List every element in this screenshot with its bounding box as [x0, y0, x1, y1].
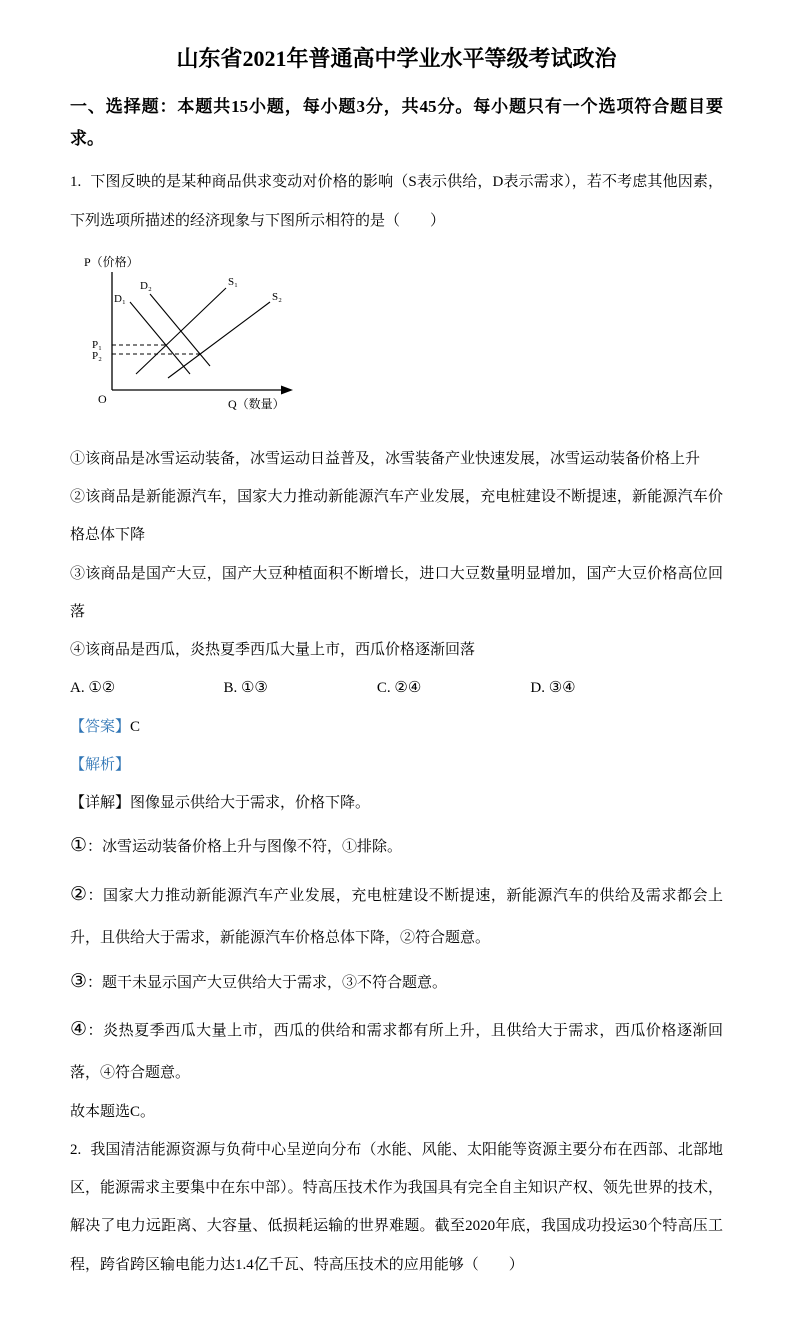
choice-b: B. ①③: [223, 680, 268, 697]
point-1-marker: ①: [70, 835, 88, 857]
explanation-point-1: [70, 822, 723, 870]
supply-demand-chart-container: [78, 252, 723, 414]
question-2-number: 2.: [70, 1141, 82, 1158]
option-statement-3: ③该商品是国产大豆，国产大豆种植面积不断增长，进口大豆数量明显增加，国产大豆价格高位回落: [70, 565, 723, 620]
detail-intro-line: [70, 784, 723, 822]
answer-choices-row: [70, 669, 684, 707]
choice-c: C. ②④: [376, 680, 422, 697]
curve-label-d2: D₂: [140, 279, 152, 292]
price-label-p2: P₂: [92, 349, 102, 362]
question-1-options: [70, 440, 723, 670]
point-3-text: ：题干未显示国产大豆供给大于需求，③不符合题意。: [87, 974, 448, 991]
x-axis-label: Q（数量）: [228, 396, 285, 411]
option-statement-1: ①该商品是冰雪运动装备，冰雪运动日益普及，冰雪装备产业快速发展，冰雪运动装备价格上升: [70, 450, 701, 467]
point-2-marker: ②: [70, 883, 88, 905]
point-3-marker: ③: [70, 970, 88, 992]
question-2-stem: [70, 1131, 723, 1284]
point-4-marker: ④: [70, 1018, 88, 1040]
answer-label: 【答案】: [70, 718, 131, 735]
section-heading: 一、选择题：本题共15小题，每小题3分，共45分。每小题只有一个选项符合题目要求。: [70, 96, 723, 149]
origin-label: O: [98, 391, 107, 406]
question-1-text: 下图反映的是某种商品供求变动对价格的影响（S表示供给，D表示需求），若不考虑其他因素，下列选项所描述的经济现象与下图所示相符的是（ ）: [70, 174, 723, 229]
x-axis-arrow-icon: [281, 385, 293, 394]
supply-curve-s2: [168, 302, 270, 378]
price-label-p1: P₁: [92, 338, 102, 351]
question-1-number: 1.: [70, 174, 82, 191]
question-1-stem: [70, 163, 723, 240]
point-4-text: ：炎热夏季西瓜大量上市，西瓜的供给和需求都有所上升，且供给大于需求，西瓜价格逐渐回落，④符合题意。: [70, 1022, 723, 1082]
choice-a: A. ①②: [70, 680, 116, 697]
detail-label: 【详解】: [70, 795, 131, 812]
answer-line: [70, 708, 723, 746]
conclusion-line: 故本题选C。: [70, 1103, 156, 1120]
choice-d: D. ③④: [530, 680, 576, 697]
detail-intro-text: 图像显示供给大于需求，价格下降。: [130, 795, 371, 812]
document-title: 山东省2021年普通高中学业水平等级考试政治: [176, 46, 617, 71]
option-statement-2: ②该商品是新能源汽车，国家大力推动新能源汽车产业发展，充电桩建设不断提速，新能源汽车价格总体下降: [70, 489, 723, 544]
point-1-text: ：冰雪运动装备价格上升与图像不符，①排除。: [87, 839, 403, 856]
y-axis-label: P（价格）: [84, 254, 139, 269]
supply-demand-chart: [78, 252, 313, 414]
question-2-text: 我国清洁能源资源与负荷中心呈逆向分布（水能、风能、太阳能等资源主要分布在西部、北部地区，能源需求主要集中在东中部）。特高压技术作为我国具有完全自主知识产权、领先世界的技术，解决了电力远距离、大容量、低损耗运输的世界难题。截至2020年底，我国成功投运30个特高压工程，跨省跨区输电能力达1.4亿千瓦、特高压技术的应用能够（ ）: [70, 1141, 723, 1273]
explanation-point-4: [70, 1006, 723, 1093]
point-2-text: ：国家大力推动新能源汽车产业发展，充电桩建设不断提速，新能源汽车的供给及需求都会上升，且供给大于需求，新能源汽车价格总体下降，②符合题意。: [70, 887, 723, 947]
curve-label-s2: S₂: [272, 290, 282, 303]
option-statement-4: ④该商品是西瓜，炎热夏季西瓜大量上市，西瓜价格逐渐回落: [70, 642, 476, 659]
demand-curve-d2: [150, 294, 210, 366]
curve-label-s1: S₁: [228, 275, 238, 288]
answer-value: C: [130, 718, 141, 735]
explanation-point-2: [70, 871, 723, 958]
analysis-label: 【解析】: [70, 756, 131, 773]
curve-label-d1: D₁: [114, 292, 126, 305]
supply-curve-s1: [136, 288, 226, 374]
explanation-point-3: [70, 958, 723, 1006]
demand-curve-d1: [130, 302, 190, 374]
